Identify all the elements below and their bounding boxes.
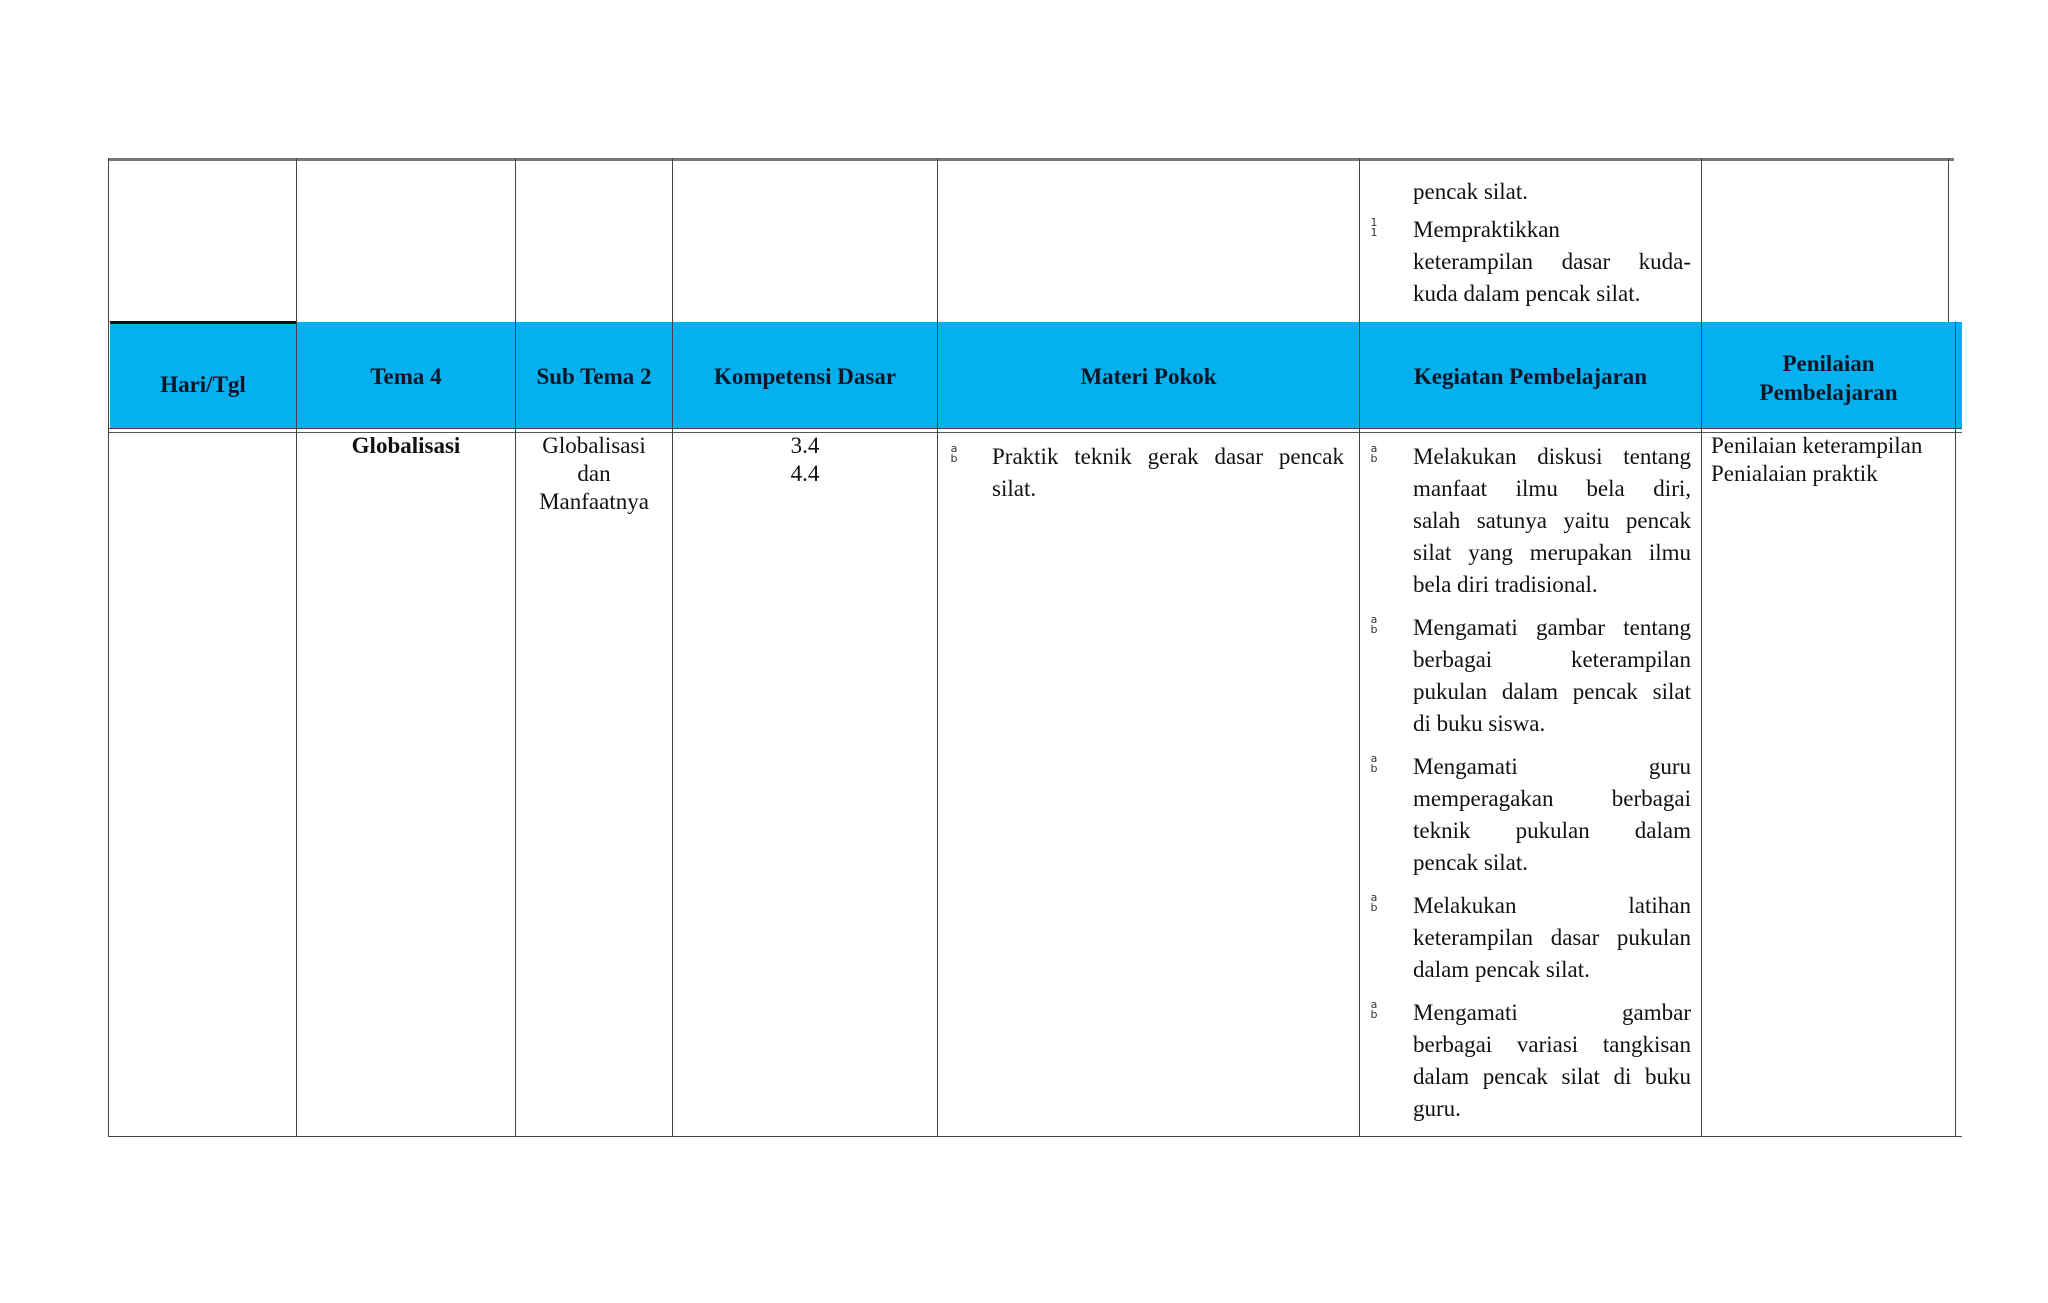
kegiatan-item: Melakukan latihan keterampilan dasar pukulan dalam pencak silat. xyxy=(1413,893,1691,982)
header-left-rule xyxy=(110,321,297,324)
letter-marker-icon: a b xyxy=(1370,891,1378,914)
letter-marker-icon: a b xyxy=(1370,998,1378,1021)
letter-marker-icon: a b xyxy=(1370,442,1378,465)
materi-pokok-item: Praktik teknik gerak dasar pencak silat. xyxy=(992,444,1344,501)
header-materi-pokok: Materi Pokok xyxy=(1080,363,1217,389)
col-border-7 xyxy=(1948,158,1949,322)
col-border-3 xyxy=(672,158,673,1137)
header-bottom-border xyxy=(108,428,1962,429)
prev-kegiatan-item: Mempraktikkan keterampilan dasar kuda- kuda dalam pencak silat. xyxy=(1413,217,1691,306)
cell-kompetensi-dasar: 3.4 4.4 xyxy=(790,433,820,486)
col-border-0 xyxy=(108,158,109,1137)
col-border-4 xyxy=(937,158,938,1137)
kegiatan-item: Mengamati gambar berbagai variasi tangkisan dalam pencak silat di buku guru. xyxy=(1413,1000,1691,1121)
col-border-5 xyxy=(1359,158,1360,1137)
cell-sub-tema: Globalisasi dan Manfaatnya xyxy=(539,433,649,514)
col-border-7b xyxy=(1955,322,1956,1137)
header-penilaian-pembelajaran: Penilaian Pembelajaran xyxy=(1759,351,1898,405)
header-tema: Tema 4 xyxy=(370,363,442,389)
header-kegiatan-pembelajaran: Kegiatan Pembelajaran xyxy=(1413,363,1648,389)
letter-marker-icon: a b xyxy=(1370,613,1378,636)
col-border-1 xyxy=(296,158,297,1137)
header-kompetensi-dasar: Kompetensi Dasar xyxy=(713,363,897,389)
cell-penilaian: Penilaian keterampilan Penialaian praktik xyxy=(1711,433,1923,486)
number-marker-icon: 1 1 xyxy=(1370,216,1378,239)
kegiatan-item: Mengamati guru memperagakan berbagai teknik pukulan dalam pencak silat. xyxy=(1413,754,1691,875)
col-border-6 xyxy=(1701,158,1702,1137)
header-hari-tgl: Hari/Tgl xyxy=(160,371,246,397)
letter-marker-icon: a b xyxy=(1370,752,1378,775)
cell-tema: Globalisasi xyxy=(351,433,461,458)
kegiatan-item: Melakukan diskusi tentang manfaat ilmu bela diri, salah satunya yaitu pencak silat yang merupakan ilmu bela diri tradisional. xyxy=(1413,444,1691,597)
col-border-2 xyxy=(515,158,516,1137)
table-bottom-border xyxy=(108,1136,1962,1137)
letter-marker-icon: a b xyxy=(950,442,958,465)
table-top-border xyxy=(108,158,1954,161)
header-sub-tema: Sub Tema 2 xyxy=(536,363,652,389)
prev-kegiatan-continuation: pencak silat. xyxy=(1413,179,1528,204)
kegiatan-item: Mengamati gambar tentang berbagai keterampilan pukulan dalam pencak silat di buku siswa. xyxy=(1413,615,1691,736)
